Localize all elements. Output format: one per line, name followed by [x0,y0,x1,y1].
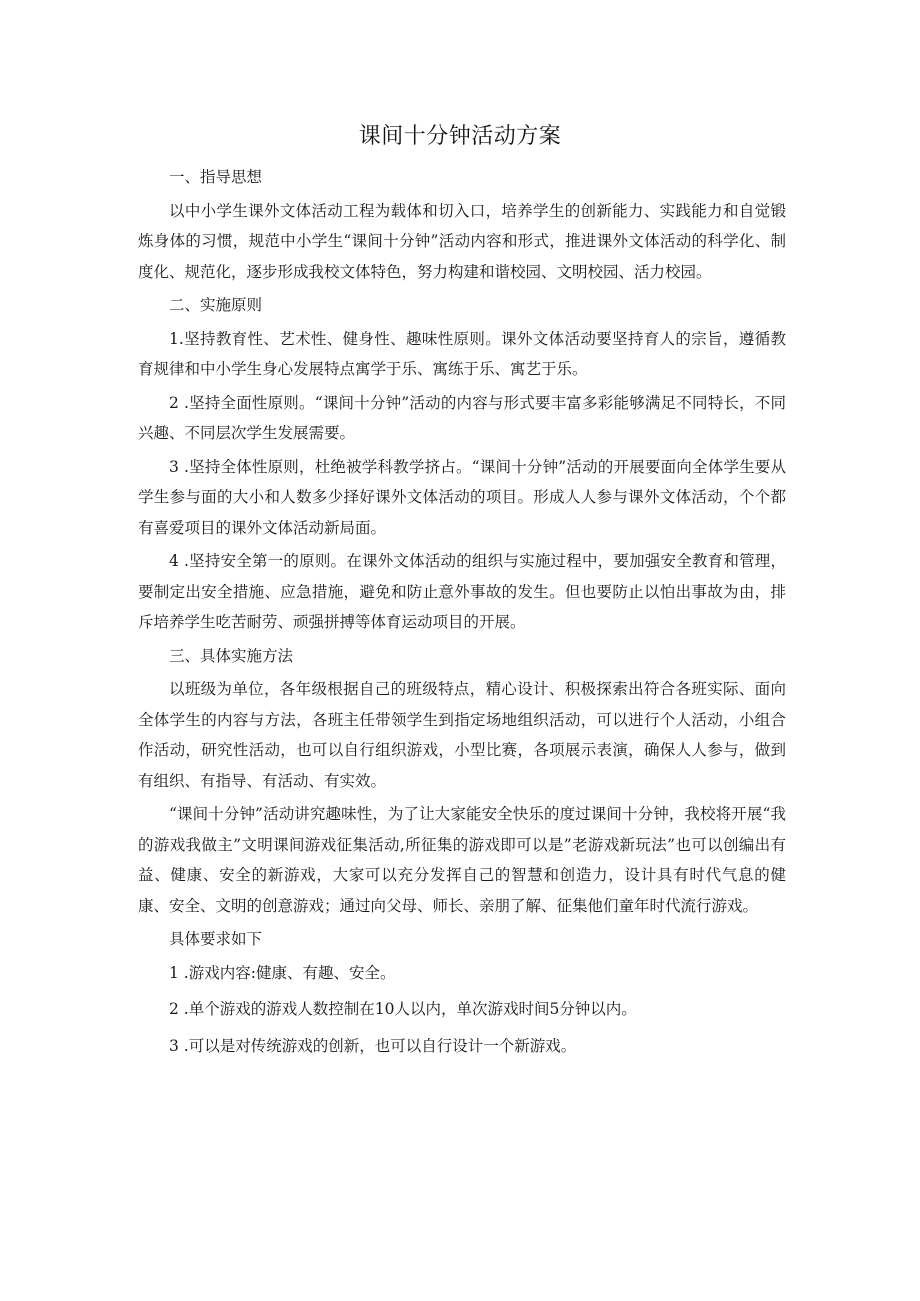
section-heading-guiding-ideology: 一、指导思想 [169,168,263,186]
document-body [138,162,786,1067]
paragraph: 1.坚持教育性、艺术性、健身性、趣味性原则。课外文体活动要坚持育人的宗旨，遵循教育规律和中小学生身心发展特点寓学于乐、寓练于乐、寓艺于乐。 [138,329,786,378]
page-title: 课间十分钟活动方案 [358,124,562,149]
paragraph: 以班级为单位，各年级根据自己的班级特点，精心设计、积极探索出符合各班实际、面向全体学生的内容与方法，各班主任带领学生到指定场地组织活动，可以进行个人活动，小组合作活动，研究性活动，也可以自行组织游戏，小型比赛，各项展示表演，确保人人参与，做到有组织、有指导、有活动、有实效。 [138,680,786,790]
paragraph: 4 .坚持安全第一的原则。在课外文体活动的组织与实施过程中，要加强安全教育和管理，要制定出安全措施、应急措施，避免和防止意外事故的发生。但也要防止以怕出事故为由，排斥培养学生吃苦耐劳、顽强拼搏等体育运动项目的开展。 [138,552,786,631]
paragraph: 3 .坚持全体性原则，杜绝被学科教学挤占。“课间十分钟”活动的开展要面向全体学生要从学生参与面的大小和人数多少择好课外文体活动的项目。形成人人参与课外文体活动，个个都有喜爱项目的课外文体活动新局面。 [138,457,786,537]
list-item: 2 .单个游戏的游戏人数控制在10人以内，单次游戏时间5分钟以内。 [169,1000,637,1018]
section-heading-principles: 二、实施原则 [169,296,263,314]
list-item: 1 .游戏内容:健康、有趣、安全。 [169,963,396,982]
list-item: 3 .可以是对传统游戏的创新，也可以自行设计一个新游戏。 [169,1036,577,1055]
paragraph: 2 .坚持全面性原则。“课间十分钟”活动的内容与形式要丰富多彩能够满足不同特长，不同兴趣、不同层次学生发展需要。 [138,393,786,442]
section-heading-methods: 三、具体实施方法 [169,646,294,665]
paragraph: 以中小学生课外文体活动工程为载体和切入口，培养学生的创新能力、实践能力和自觉锻炼身体的习惯，规范中小学生“课间十分钟”活动内容和形式，推进课外文体活动的科学化、制度化、规范化，逐步形成我校文体特色，努力构建和谐校园、文明校园、活力校园。 [138,201,786,281]
paragraph: “课间十分钟”活动讲究趣味性，为了让大家能安全快乐的度过课间十分钟，我校将开展“我的游戏我做主”文明课间游戏征集活动,所征集的游戏即可以是”老游戏新玩法”也可以创编出有益、健康、安全的新游戏，大家可以充分发挥自己的智慧和创造力，设计具有时代气息的健康、安全、文明的创意游戏；通过向父母、师长、亲朋了解、征集他们童年时代流行游戏。 [138,805,786,915]
section-heading-requirements: 具体要求如下 [169,930,263,948]
